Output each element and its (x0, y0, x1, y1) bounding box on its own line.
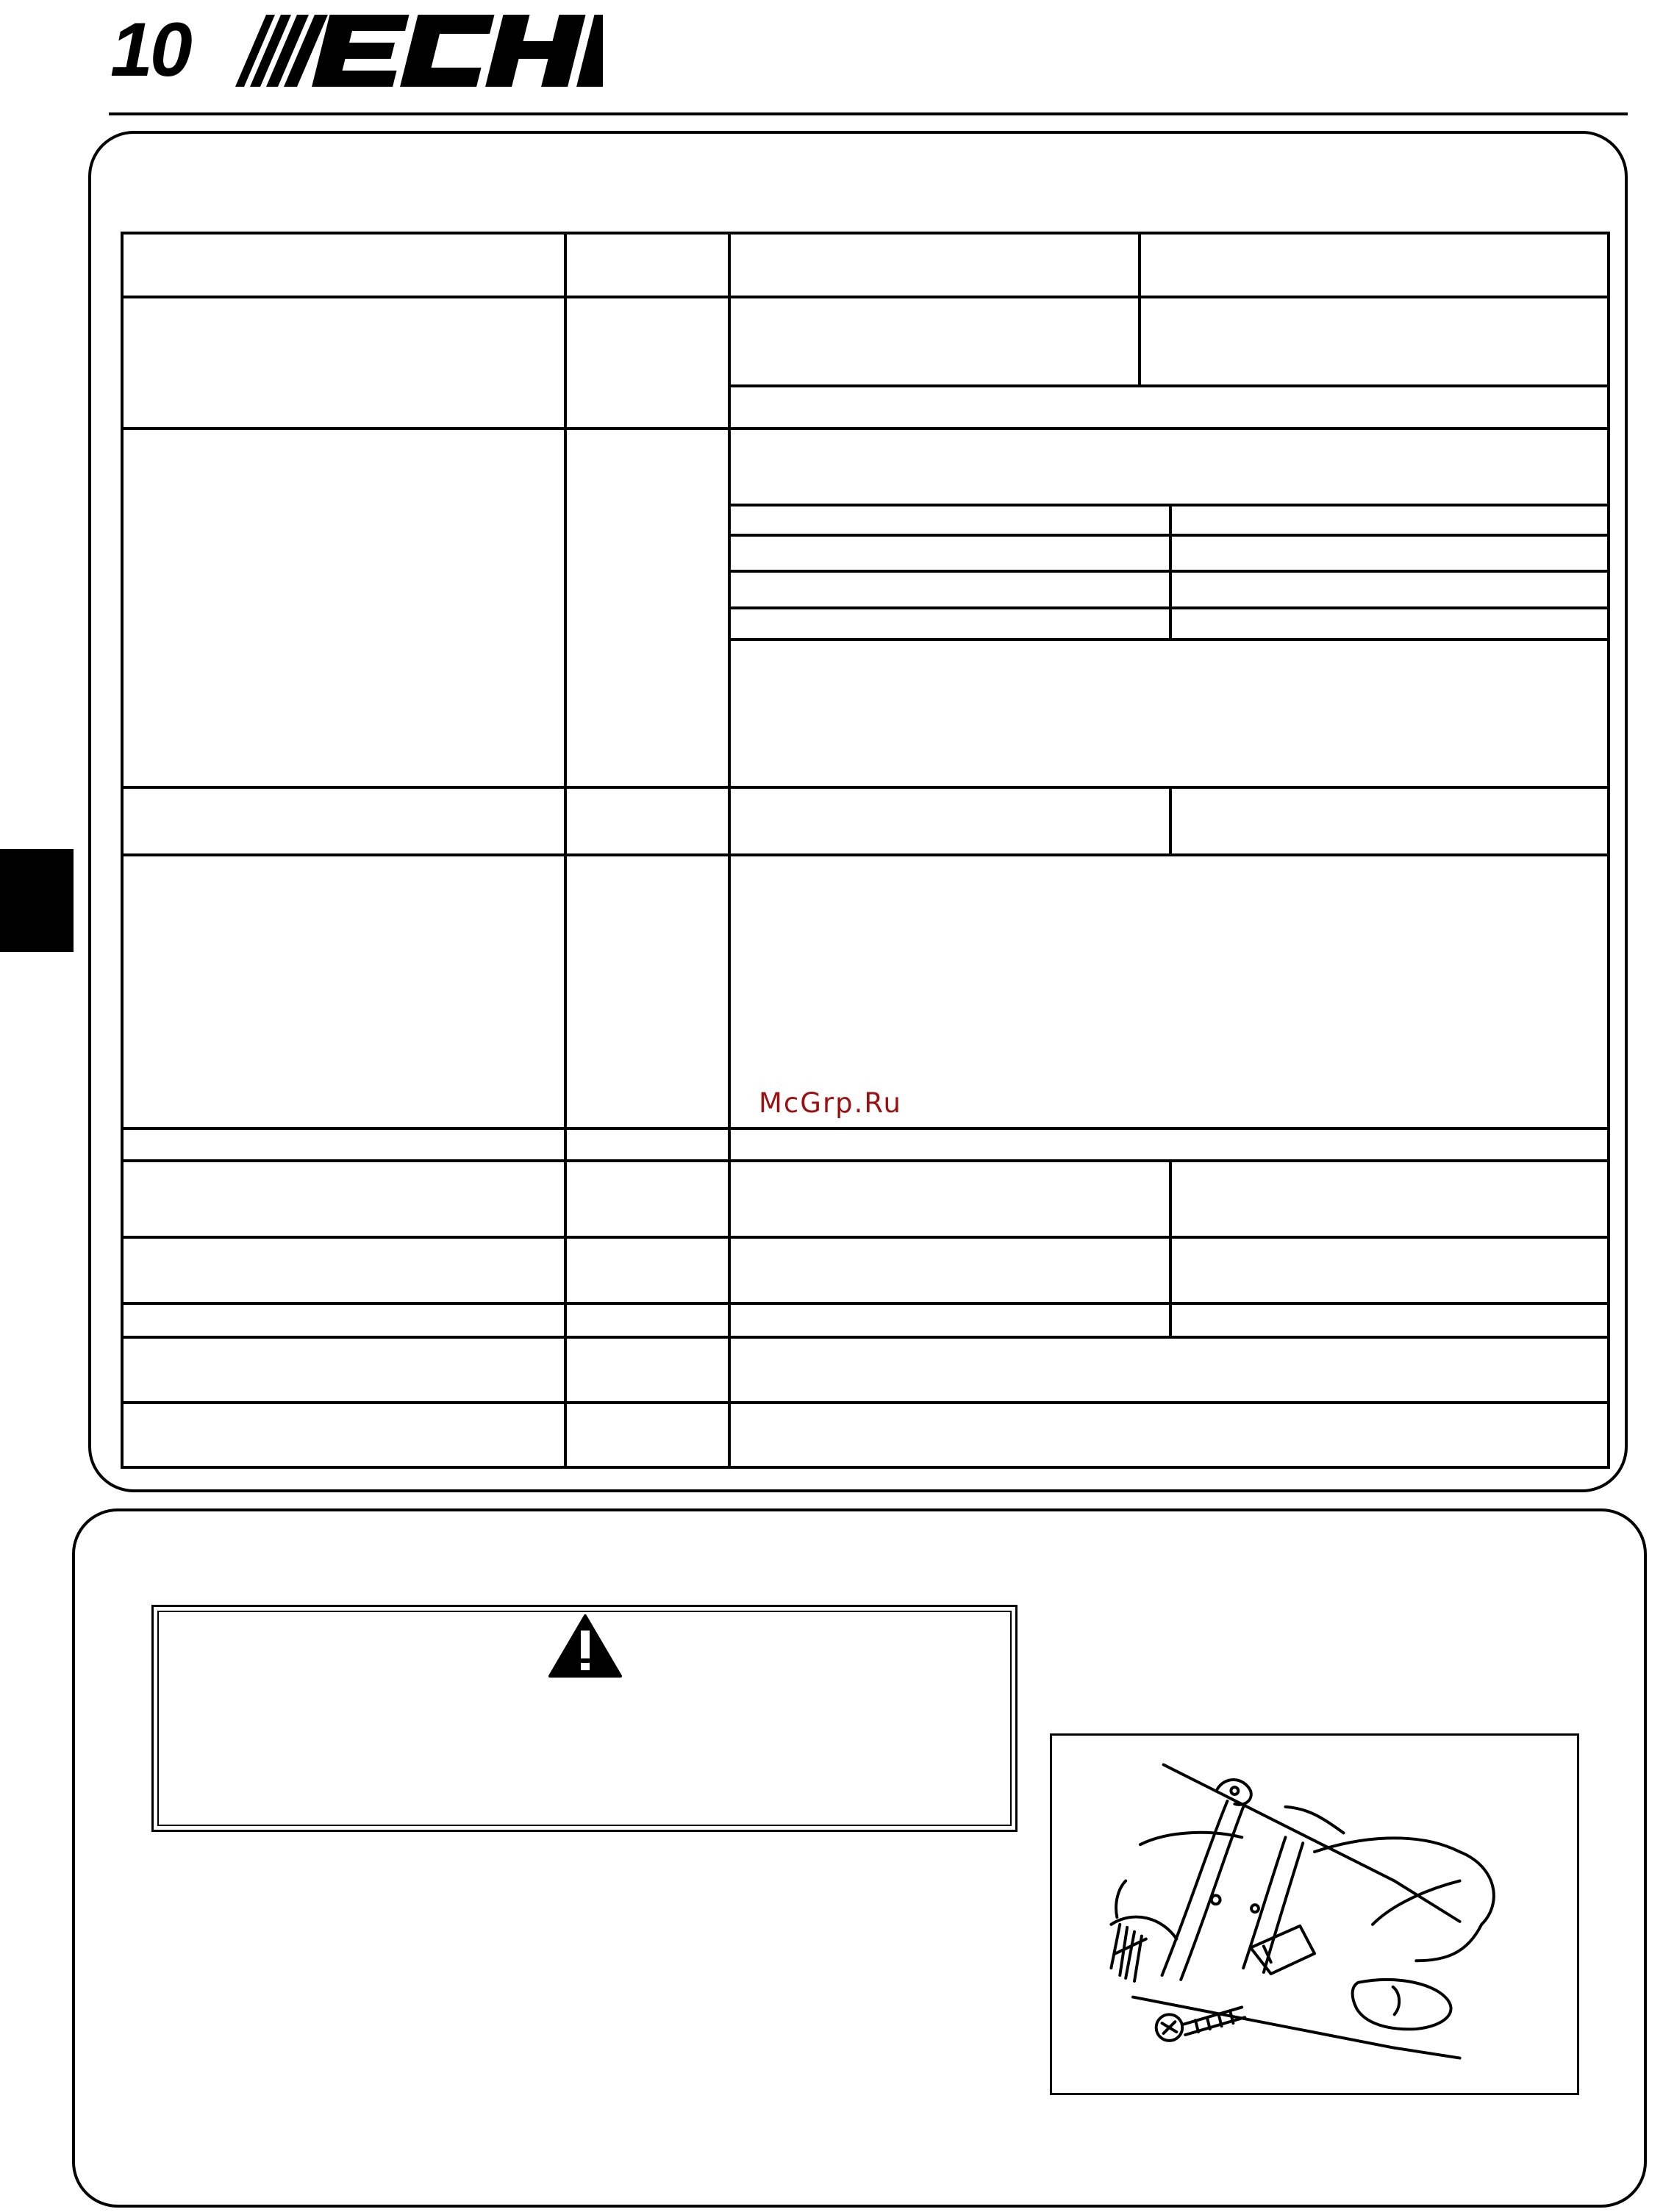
clamp-rivet (1212, 1895, 1220, 1904)
clamp-band-front (1162, 1801, 1228, 1975)
echo-logo (221, 10, 603, 91)
clamp-top-hole (1231, 1787, 1238, 1794)
thumb-nail (1393, 1987, 1399, 2015)
section-tab (0, 849, 74, 952)
strap-fold (1116, 1881, 1126, 1917)
clamp-bolt-tab (1251, 1926, 1315, 1974)
screw-slot (1162, 2022, 1177, 2033)
watermark: McGrp.Ru (759, 1087, 902, 1119)
shoulder-strap-clamp-illustration (1052, 1736, 1577, 2093)
logo-speed-stripes (235, 15, 328, 87)
strap-clamp-figure (1050, 1733, 1579, 2095)
clamp-collar-back (1264, 1843, 1303, 1972)
clamp-rivet-2 (1251, 1905, 1259, 1912)
shaft-top-edge (1164, 1765, 1395, 1881)
specifications-table (121, 232, 1610, 1469)
page-number: 10 (110, 7, 190, 93)
warning-triangle-icon (548, 1614, 622, 1678)
debris-hatching (1111, 1925, 1145, 1981)
table-border (122, 233, 1609, 1467)
trademark-mark: ® (585, 73, 600, 90)
finger-line (1373, 1881, 1460, 1925)
thumb (1353, 1980, 1451, 2029)
shaft-right-bottom (1395, 2048, 1460, 2058)
logo-wordmark (312, 15, 603, 87)
header-rule (109, 112, 1628, 115)
hand-side (1416, 1925, 1481, 1961)
hand-upper (1315, 1838, 1494, 1924)
strap-lower-left (1111, 1917, 1176, 1939)
strap-upper-left (1140, 1833, 1242, 1844)
